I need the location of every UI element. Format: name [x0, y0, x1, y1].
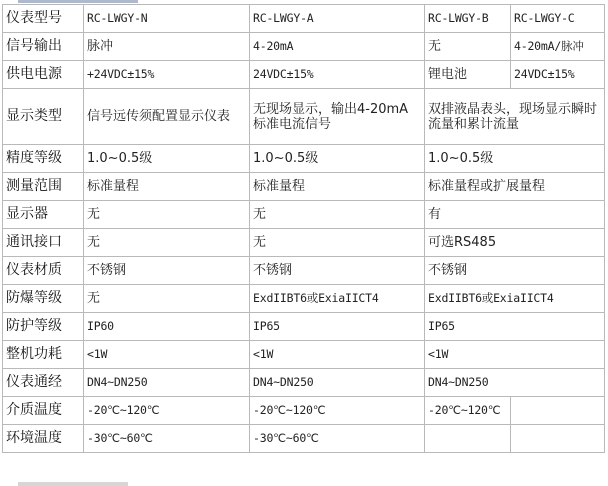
cell-a: ExdIIBT6或ExiaIICT4	[250, 285, 425, 313]
cell-a: IP65	[250, 313, 425, 341]
table-row	[3, 369, 605, 397]
cell-bc: 有	[425, 201, 605, 229]
cell-n: DN4~DN250	[84, 369, 250, 397]
cell-model-a: RC-LWGY-A	[250, 5, 425, 33]
row-label: 仪表通经	[3, 369, 84, 397]
cell-b-empty	[425, 425, 511, 453]
cell-n: 无	[84, 201, 250, 229]
cell-n: 信号远传须配置显示仪表	[84, 89, 250, 145]
table-row	[3, 201, 605, 229]
cell-a: 标准量程	[250, 173, 425, 201]
cell-model-c: RC-LWGY-C	[511, 5, 605, 33]
cell-bc: 1.0~0.5级	[425, 145, 605, 173]
row-label: 防爆等级	[3, 285, 84, 313]
cell-n: IP60	[84, 313, 250, 341]
cell-bc: ExdIIBT6或ExiaIICT4	[425, 285, 605, 313]
cell-b: -20℃~120℃	[425, 397, 511, 425]
cropped-footer-fragment	[18, 482, 128, 486]
cell-n: -30℃~60℃	[84, 425, 250, 453]
cell-c: 24VDC±15%	[511, 61, 605, 89]
row-label: 仪表材质	[3, 257, 84, 285]
row-label: 供电电源	[3, 61, 84, 89]
table-row	[3, 313, 605, 341]
row-label: 防护等级	[3, 313, 84, 341]
cell-n: 脉冲	[84, 33, 250, 61]
cell-model-b: RC-LWGY-B	[425, 5, 511, 33]
cell-a: 4-20mA	[250, 33, 425, 61]
row-label: 通讯接口	[3, 229, 84, 257]
table-row	[3, 89, 605, 145]
table-row	[3, 257, 605, 285]
table-row	[3, 341, 605, 369]
cell-a: <1W	[250, 341, 425, 369]
cell-c-empty	[511, 425, 605, 453]
cropped-heading-fragment	[18, 0, 138, 3]
cell-bc: 标准量程或扩展量程	[425, 173, 605, 201]
cell-n: 无	[84, 229, 250, 257]
table-row	[3, 33, 605, 61]
cell-a: 不锈钢	[250, 257, 425, 285]
row-label: 显示类型	[3, 89, 84, 145]
row-label: 介质温度	[3, 397, 84, 425]
table-row	[3, 285, 605, 313]
cell-bc: 可选RS485	[425, 229, 605, 257]
table-row	[3, 425, 605, 453]
cell-n: 不锈钢	[84, 257, 250, 285]
cell-c-empty	[511, 397, 605, 425]
cell-c: 4-20mA/脉冲	[511, 33, 605, 61]
cell-bc: IP65	[425, 313, 605, 341]
cell-bc: 双排液晶表头，现场显示瞬时流量和累计流量	[425, 89, 605, 145]
cell-a: 无	[250, 201, 425, 229]
table-row	[3, 397, 605, 425]
cell-n: +24VDC±15%	[84, 61, 250, 89]
cell-n: <1W	[84, 341, 250, 369]
row-label: 精度等级	[3, 145, 84, 173]
cell-model-n: RC-LWGY-N	[84, 5, 250, 33]
cell-a: -30℃~60℃	[250, 425, 425, 453]
table-row	[3, 229, 605, 257]
cell-a: 1.0~0.5级	[250, 145, 425, 173]
cell-a: 无现场显示，输出4-20mA标准电流信号	[250, 89, 425, 145]
cell-b: 无	[425, 33, 511, 61]
cell-b: 锂电池	[425, 61, 511, 89]
cell-a: 无	[250, 229, 425, 257]
cell-n: 1.0~0.5级	[84, 145, 250, 173]
cell-a: DN4~DN250	[250, 369, 425, 397]
row-label: 环境温度	[3, 425, 84, 453]
cell-bc: <1W	[425, 341, 605, 369]
row-label: 整机功耗	[3, 341, 84, 369]
row-label: 信号输出	[3, 33, 84, 61]
flowmeter-spec-table	[2, 4, 605, 453]
row-label: 显示器	[3, 201, 84, 229]
table-row	[3, 5, 605, 33]
cell-n: 无	[84, 285, 250, 313]
table-row	[3, 173, 605, 201]
row-label: 测量范围	[3, 173, 84, 201]
cell-n: 标准量程	[84, 173, 250, 201]
table-row	[3, 145, 605, 173]
cell-bc: DN4~DN250	[425, 369, 605, 397]
row-label: 仪表型号	[3, 5, 84, 33]
cell-a: 24VDC±15%	[250, 61, 425, 89]
cell-a: -20℃~120℃	[250, 397, 425, 425]
cell-bc: 不锈钢	[425, 257, 605, 285]
cell-n: -20℃~120℃	[84, 397, 250, 425]
table-row	[3, 61, 605, 89]
